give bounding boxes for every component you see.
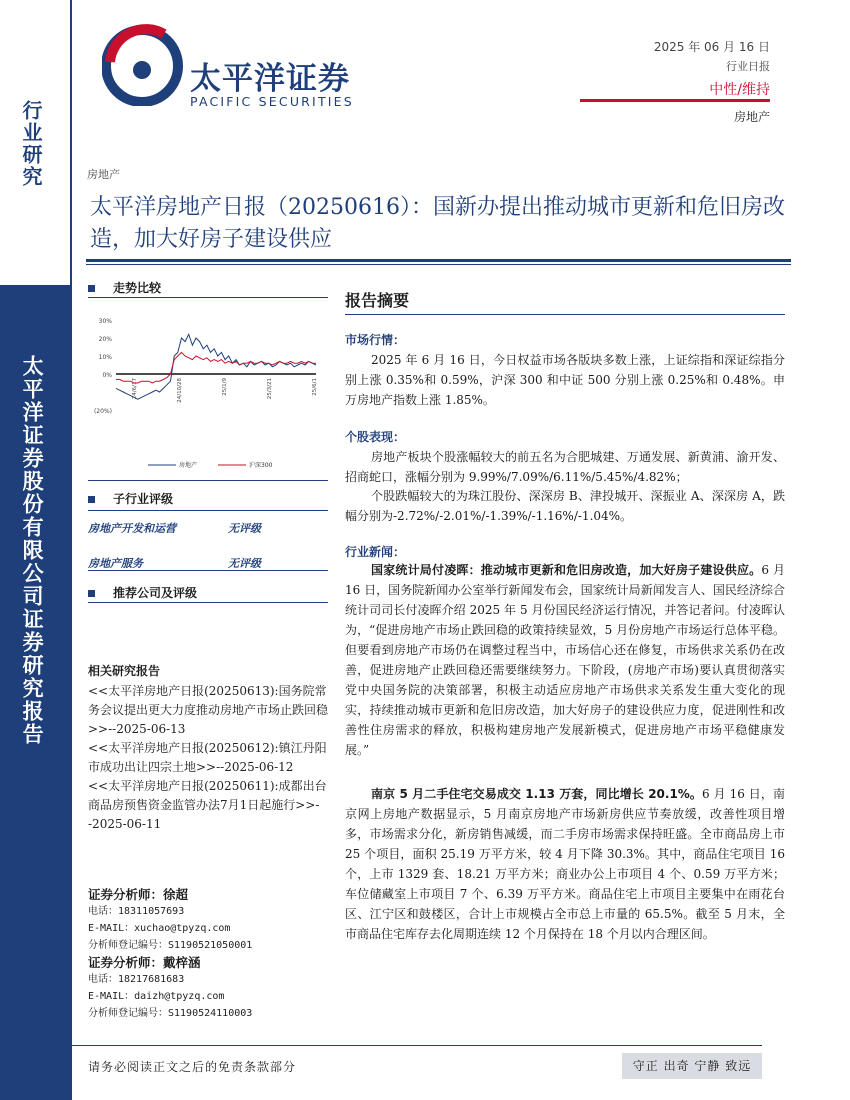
breadcrumb-sector: 房地产 xyxy=(87,168,120,181)
footer-disclaimer[interactable]: 请务必阅读正文之后的免责条款部分 xyxy=(88,1060,297,1074)
news-paragraph-2 xyxy=(345,784,785,944)
related-heading: 相关研究报告 xyxy=(88,664,161,678)
news-heading: 行业新闻： xyxy=(345,545,406,559)
recommend-rule xyxy=(88,602,328,603)
analyst-block-2 xyxy=(88,953,328,1022)
analyst-phone: 电话：18311057693 xyxy=(88,906,185,917)
analyst-block-1 xyxy=(88,885,328,954)
x-tick-label: 25/1/9 xyxy=(222,378,228,396)
related-list xyxy=(88,682,328,834)
summary-rule xyxy=(345,314,785,315)
industry-rating: 无评级 xyxy=(228,557,261,570)
industry-name: 房地产服务 xyxy=(88,557,143,570)
recommend-heading xyxy=(88,584,328,601)
x-tick-label: 25/6/1 xyxy=(312,378,318,396)
trend-rule xyxy=(88,297,328,298)
related-report-item[interactable]: <<太平洋房地产日报(20250613):国务院常务会议提出更大力度推动房地产市场止跌回稳>>--2025-06-13 xyxy=(88,684,329,736)
industry-rating-bottom-rule xyxy=(88,570,328,571)
news-2-body: 6 月 16 日，南京网上房地产数据显示，5 月南京房地产市场新房供应节奏放缓，改善性项目增多，市场需求分化，新房销售减缓，而二手房市场需求保持旺盛。全市商品房上市 25 个项目，面积 25.19 万平方米，较 4 月下降 30.3%。其中，商品住宅项目 16 个，上市 1329 套、18.21 万平方米；商业办公上市项目 4 个、0.59 万平方米；车位储藏室上市项目 7 个、6.39 万平方米。商品住宅上市项目主要集中在雨花台区、江宁区和鼓楼区，合计上市规模占全市总上市量的 65.5%。截至 5 月末，全市商品住宅库存去化周期连续 12 个月保持在 18 个月以内合理区间。 xyxy=(345,787,785,941)
industry-rating-rule xyxy=(88,510,328,511)
y-tick-label: (20%) xyxy=(93,408,112,415)
x-tick-label: 24/10/28 xyxy=(177,378,183,403)
footer-rule xyxy=(72,1045,762,1046)
industry-rating-heading-text: 子行业评级 xyxy=(113,492,174,506)
sidebar-company-label: 太平洋证券股份有限公司证券研究报告 xyxy=(20,355,45,746)
analyst-reg: 分析师登记编号：S1190521050001 xyxy=(88,940,253,951)
title-rule-thin xyxy=(86,264,791,265)
y-tick-label: 0% xyxy=(102,372,112,379)
report-type: 行业日报 xyxy=(726,60,770,73)
news-2-headline: 南京 5 月二手住宅交易成交 1.13 万套，同比增长 20.1%。 xyxy=(371,787,703,801)
logo-chinese-name: 太平洋证券 xyxy=(190,61,350,97)
recommend-heading-text: 推荐公司及评级 xyxy=(113,586,198,600)
analyst-email[interactable]: E-MAIL：daizh@tpyzq.com xyxy=(88,991,225,1002)
trend-chart xyxy=(88,300,328,480)
bullet-square-icon xyxy=(88,496,95,503)
stock-paragraph-gainers: 房地产板块个股涨幅较大的前五名为合肥城建、万通发展、新黄浦、渝开发、招商蛇口，涨幅分别为 9.99%/7.09%/6.11%/5.45%/4.82%； xyxy=(345,450,785,484)
analyst-name: 证券分析师：徐超 xyxy=(88,887,189,902)
industry-rating-row xyxy=(88,520,328,536)
trend-heading-text: 走势比较 xyxy=(113,281,162,295)
related-report-item[interactable]: <<太平洋房地产日报(20250611):成都出台商品房预售资金监管办法7月1日起施行>>--2025-06-11 xyxy=(88,779,327,831)
x-tick-label: 25/3/21 xyxy=(267,378,273,400)
analyst-phone: 电话：18217681683 xyxy=(88,974,185,985)
title-rule xyxy=(86,259,791,262)
report-title: 太平洋房地产日报（20250616）：国新办提出推动城市更新和危旧房改造，加大好房子建设供应 xyxy=(90,195,785,252)
sector-label: 房地产 xyxy=(733,110,770,124)
news-1-body: 6 月 16 日，国务院新闻办公室举行新闻发布会，国家统计局新闻发言人、国民经济综合统计司司长付凌晖介绍 2025 年 5 月份国民经济运行情况，并答记者问。付凌晖认为，“促进房地产市场止跌回稳的政策持续显效，5 月份房地产市场运行总体平稳。但要看到房地产市场仍在调整过程当中，市场信心还在修复，市场供求关系仍在改善，促进房地产止跌回稳还需要继续努力。下阶段，(房地产市场)要认真贯彻落实党中央国务院的决策部署，积极主动适应房地产市场供求关系发生重大变化的现实，持续推动城市更新和危旧房改造，加大好房子的建设供应力度，促进刚性和改善性住房需求的释放，积极构建房地产发展新模式，促进房地产市场平稳健康发展。” xyxy=(345,563,785,757)
sidebar-category-label: 行业研究 xyxy=(19,100,43,188)
news-1-headline: 国家统计局付凌晖：推动城市更新和危旧房改造，加大好房子建设供应。 xyxy=(371,563,762,577)
industry-rating-heading xyxy=(88,490,328,507)
news-paragraph-1 xyxy=(345,560,785,760)
stock-paragraph-losers: 个股跌幅较大的为珠江股份、深深房 B、津投城开、深振业 A、深深房 A，跌幅分别为-2.72%/-2.01%/-1.39%/-1.16%/-1.04%。 xyxy=(345,489,785,523)
report-date: 2025 年 06 月 16 日 xyxy=(653,40,770,54)
legend-label: 沪深300 xyxy=(249,462,273,469)
header-accent-rule xyxy=(580,99,770,102)
analyst-email[interactable]: E-MAIL：xuchao@tpyzq.com xyxy=(88,923,231,934)
logo-english-name: PACIFIC SECURITIES xyxy=(190,94,354,109)
analyst-reg: 分析师登记编号：S1190524110003 xyxy=(88,1008,253,1019)
analyst-name: 证券分析师：戴梓涵 xyxy=(88,955,201,970)
bullet-square-icon xyxy=(88,590,95,597)
related-report-item[interactable]: <<太平洋房地产日报(20250612):镇江丹阳市成功出让四宗土地>>--2025-06-12 xyxy=(88,741,327,774)
stock-heading: 个股表现： xyxy=(345,430,406,444)
series-line-property xyxy=(116,334,316,399)
summary-title: 报告摘要 xyxy=(345,291,410,310)
trend-heading xyxy=(88,279,328,296)
y-tick-label: 10% xyxy=(98,354,112,361)
industry-rating: 无评级 xyxy=(228,522,261,535)
rating-label: 中性/维持 xyxy=(709,82,770,98)
sidebar-divider xyxy=(70,0,72,1100)
y-tick-label: 20% xyxy=(98,336,112,343)
market-heading: 市场行情： xyxy=(345,333,406,347)
y-tick-label: 30% xyxy=(98,318,112,325)
market-paragraph: 2025 年 6 月 16 日，今日权益市场各版块多数上涨，上证综指和深证综指分别上涨 0.35%和 0.59%，沪深 300 和中证 500 分别上涨 0.25%和 0.48%。申万房地产指数上涨 1.85%。 xyxy=(345,353,785,407)
x-tick-label: 24/6/17 xyxy=(132,378,138,400)
company-logo-icon xyxy=(102,24,184,106)
legend-label: 房地产 xyxy=(179,462,198,469)
industry-name: 房地产开发和运营 xyxy=(88,522,176,535)
industry-rating-row xyxy=(88,555,328,571)
footer-motto: 守正 出奇 宁静 致远 xyxy=(622,1053,762,1079)
bullet-square-icon xyxy=(88,285,95,292)
chart-bottom-rule xyxy=(88,480,328,481)
series-line-csi300 xyxy=(116,352,316,383)
